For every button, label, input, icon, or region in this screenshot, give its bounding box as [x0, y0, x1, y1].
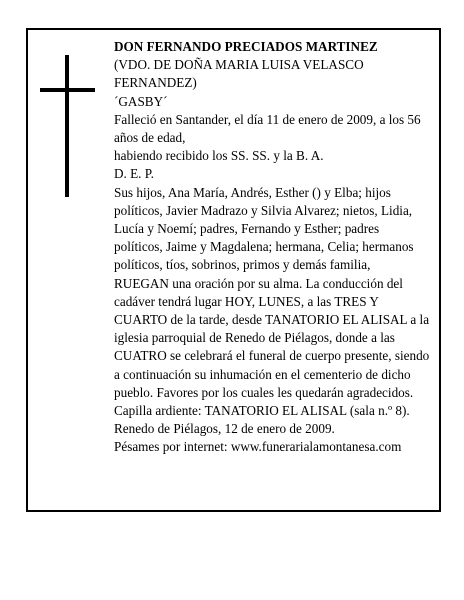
cross-icon	[40, 55, 95, 197]
obituary-text	[114, 38, 430, 457]
cross-horizontal-bar	[40, 88, 95, 92]
widow-of: (VDO. DE DOÑA MARIA LUISA VELASCO FERNANDEZ)	[114, 57, 364, 91]
death-statement: Falleció en Santander, el día 11 de enero de 2009, a los 56 años de edad,	[114, 111, 421, 146]
place-date: Renedo de Piélagos, 12 de enero de 2009.	[114, 421, 335, 437]
family-list: Sus hijos, Ana María, Andrés, Esther () y Elba; hijos políticos, Javier Madrazo y Silvia Alvarez; nietos, Lidia, Lucía y Noemí; padres, Fernando y Esther; padres políticos, Jaime y Magdalena; hermana, Celia; hermanos políticos, tíos, sobrinos, primos y demás familia,	[114, 184, 414, 273]
condolences-line: Pésames por internet: www.funerarialamontanesa.com	[114, 439, 402, 455]
nickname: ´GASBY´	[114, 93, 168, 109]
sacraments-statement: habiendo recibido los SS. SS. y la B. A.	[114, 148, 324, 164]
deceased-name: DON FERNANDO PRECIADOS MARTINEZ	[114, 39, 378, 54]
cross-vertical-bar	[65, 55, 69, 197]
rest-in-peace: D. E. P.	[114, 166, 154, 182]
funeral-request: RUEGAN una oración por su alma. La conducción del cadáver tendrá lugar HOY, LUNES, a las TRES Y CUARTO de la tarde, desde TANATORIO EL ALISAL a la iglesia parroquial de Renedo de Piélagos, donde a las CUATRO se celebrará el funeral de cuerpo presente, siendo a continuación su inhumación en el cementerio de dicho pueblo. Favores por los cuales les quedarán agradecidos. Capilla ardiente: TANATORIO EL ALISAL (sala n.º 8).	[114, 275, 430, 419]
